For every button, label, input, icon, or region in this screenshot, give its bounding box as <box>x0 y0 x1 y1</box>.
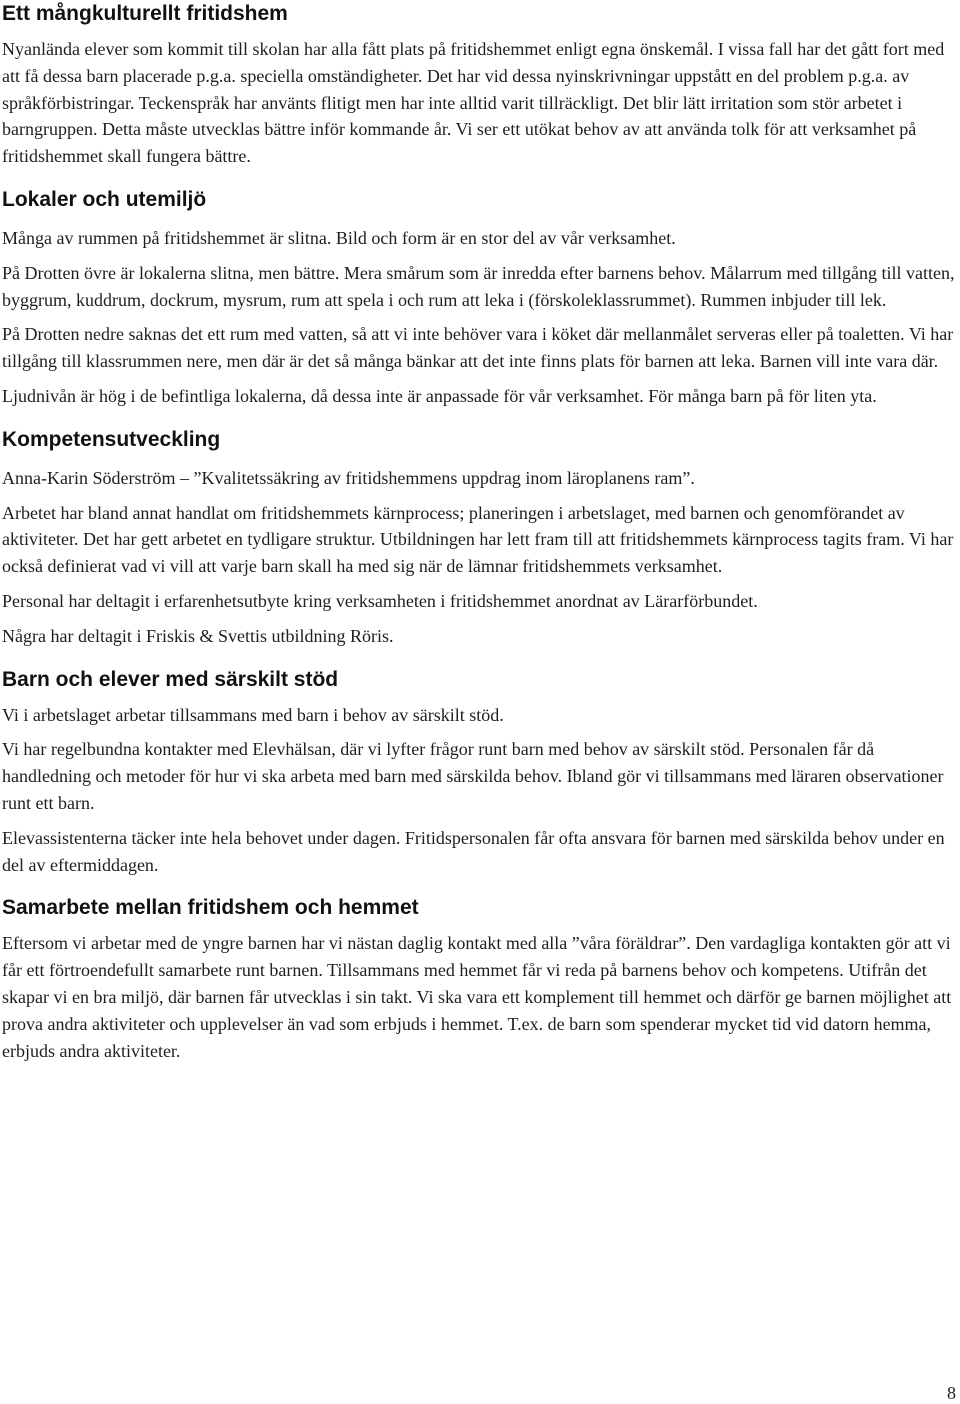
section-heading-special-support: Barn och elever med särskilt stöd <box>2 667 339 691</box>
paragraph-premises-1: Många av rummen på fritidshemmet är slitna. Bild och form är en stor del av vår verksamhet. <box>2 227 676 248</box>
paragraph-premises-2: På Drotten övre är lokalerna slitna, men bättre. Mera smårum som är inredda efter barnens behov. Målarrum med tillgång till vatten, byggrum, kuddrum, dockrum, mysrum, rum att spela i och rum att leka i (förskoleklassrummet). Rummen inbjuder till lek. <box>2 262 955 310</box>
paragraph-special-support-1: Vi i arbetslaget arbetar tillsammans med barn i behov av särskilt stöd. <box>2 704 504 725</box>
paragraph-competence-1: Anna-Karin Söderström – ”Kvalitetssäkring av fritidshemmens uppdrag inom läroplanens ram”. <box>2 467 695 488</box>
paragraph-competence-4: Några har deltagit i Friskis & Svettis utbildning Röris. <box>2 625 394 646</box>
paragraph-competence-3: Personal har deltagit i erfarenhetsutbyte kring verksamheten i fritidshemmet anordnat av Lärarförbundet. <box>2 590 758 611</box>
paragraph-competence-2: Arbetet har bland annat handlat om fritidshemmets kärnprocess; planeringen i arbetslaget, med barnen och genomförandet av aktiviteter. Det har gett arbetet en tydligare struktur. Utbildningen har lett fram till att fritidshemmets kärnprocess tagits fram. Vi har också definierat vad vi vill att varje barn skall ha med sig när de lämnar fritidshemmets verksamhet. <box>2 502 954 577</box>
section-heading-competence: Kompetensutveckling <box>2 427 221 451</box>
section-heading-multicultural: Ett mångkulturellt fritidshem <box>2 2 288 25</box>
paragraph-home-cooperation-1: Eftersom vi arbetar med de yngre barnen har vi nästan daglig kontakt med alla ”våra föräldrar”. Den vardagliga kontakten gör att vi får ett förtroendefullt samarbete runt barnen. Tillsammans med hemmet får vi reda på barnens behov och kompetens. Utifrån det skapar vi en bra miljö, där barnen får utvecklas i sin takt. Vi ska vara ett komplement till hemmet och därför ge barnen möjlighet att prova andra aktiviteter och upplevelser än vad som erbjuds i hemmet. T.ex. de barn som spenderar mycket tid vid datorn hemma, erbjuds andra aktiviteter. <box>2 933 952 1061</box>
section-heading-premises: Lokaler och utemiljö <box>2 187 207 211</box>
paragraph-special-support-2: Vi har regelbundna kontakter med Elevhälsan, där vi lyfter frågor runt barn med behov av särskilt stöd. Personalen får då handledning och metoder för hur vi ska arbeta med barn med särskilda behov. Ibland gör vi tillsammans med läraren observationer runt ett barn. <box>2 739 944 813</box>
paragraph-premises-3: På Drotten nedre saknas det ett rum med vatten, så att vi inte behöver vara i köket där mellanmålet serveras eller på toaletten. Vi har tillgång till klassrummen nere, men där är det så många bänkar att det inte finns plats för barnen att leka. Barnen vill inte vara där. <box>2 324 954 372</box>
paragraph-special-support-3: Elevassistenterna täcker inte hela behovet under dagen. Fritidspersonalen får ofta ansvara för barnen med särskilda behov under en del av eftermiddagen. <box>2 827 945 875</box>
paragraph-multicultural-1: Nyanlända elever som kommit till skolan har alla fått plats på fritidshemmet enligt egna önskemål. I vissa fall har det gått fort med att få dessa barn placerade p.g.a. speciella omständigheter. Det har vid dessa nyinskrivningar uppstått en del problem p.g.a. av språkförbistringar. Teckenspråk har använts flitigt men har inte alltid varit tillräckligt. Det blir lätt irritation som stör arbetet i barngruppen. Detta måste utvecklas bättre inför kommande år. Vi ser ett utökat behov av att använda tolk för att verksamhet på fritidshemmet skall fungera bättre. <box>2 39 945 167</box>
paragraph-premises-4: Ljudnivån är hög i de befintliga lokalerna, då dessa inte är anpassade för vår verksamhet. För många barn på för liten yta. <box>2 385 877 406</box>
section-heading-home-cooperation: Samarbete mellan fritidshem och hemmet <box>2 896 419 920</box>
page-number: 8 <box>947 1383 956 1403</box>
